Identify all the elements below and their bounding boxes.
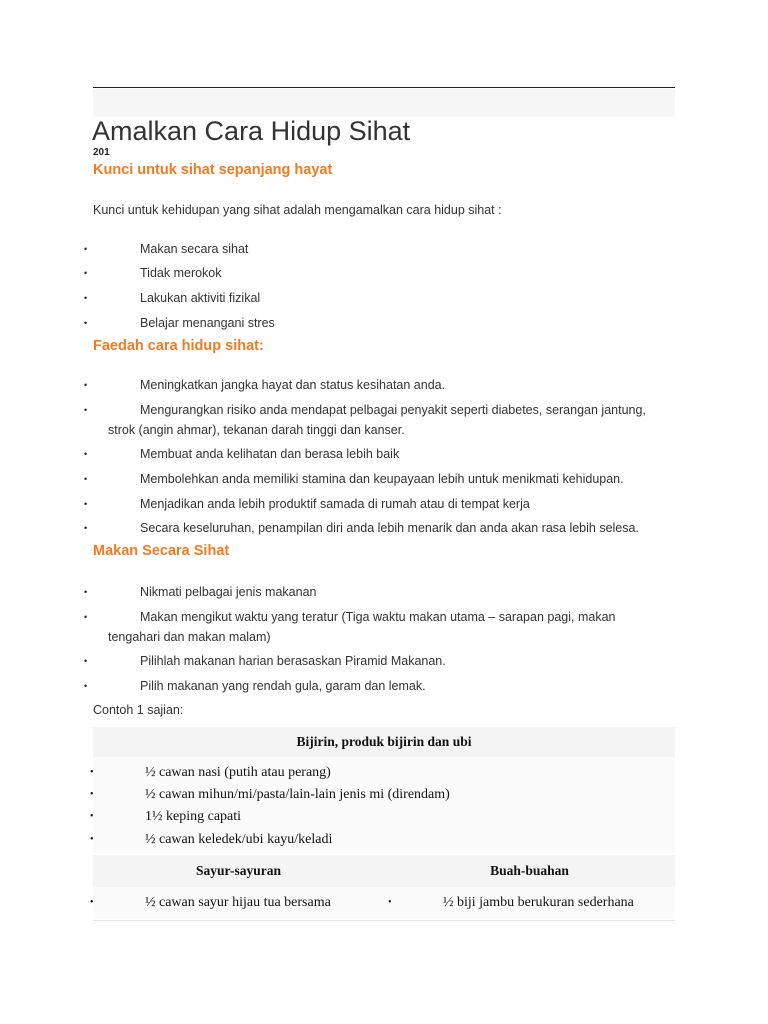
top-divider-shade	[93, 89, 675, 117]
bullet-icon: •	[90, 897, 94, 908]
table-bottom-border	[93, 920, 675, 921]
bullet-icon: •	[84, 449, 88, 459]
bullet-icon: •	[84, 499, 88, 509]
bullet-icon: •	[388, 897, 392, 908]
example-label: Contoh 1 sajian:	[93, 703, 184, 717]
table-header-sayur: Sayur-sayuran	[93, 855, 384, 887]
page-title: Amalkan Cara Hidup Sihat	[92, 116, 411, 146]
bullet-icon: •	[84, 293, 88, 303]
section-intro: Kunci untuk kehidupan yang sihat adalah mengamalkan cara hidup sihat :	[93, 203, 502, 217]
bullet-icon: •	[90, 789, 94, 800]
top-divider	[93, 87, 675, 88]
section-heading-faedah: Faedah cara hidup sihat:	[93, 338, 264, 354]
bullet-icon: •	[84, 380, 88, 390]
bullet-icon: •	[84, 474, 88, 484]
bullet-icon: •	[90, 811, 94, 822]
bullet-icon: •	[84, 244, 88, 254]
bullet-icon: •	[84, 656, 88, 666]
section-heading-makan: Makan Secara Sihat	[93, 543, 230, 559]
section-heading-kunci: Kunci untuk sihat sepanjang hayat	[93, 162, 333, 178]
bullet-icon: •	[84, 405, 88, 415]
document-page: Amalkan Cara Hidup Sihat 201 Kunci untuk sihat sepanjang hayat Kunci untuk kehidupan yang sihat adalah mengamalkan cara hidup sihat : • Makan secara sihat • Tidak merokok • Lakukan aktiviti fizikal • Belajar menangani stres Faedah cara hidup sihat: • Meningkatkan jangka hayat dan status kesihatan anda. • Mengurangkan risiko anda mendapat pelbagai penyakit seperti diabetes, serangan jantung, strok (angin ahmar), tekanan darah tinggi dan kanser. • Membuat anda kelihatan dan berasa lebih baik • Membolehkan anda memiliki stamina dan keupayaan lebih untuk menikmati kehidupan. • Menjadikan anda lebih produktif samada di rumah atau di tempat kerja • Secara keseluruhan, penampilan diri anda lebih menarik dan anda akan rasa lebih selesa. Makan Secara Sihat • Nikmati pelbagai jenis makanan • Makan mengikut waktu yang teratur (Tiga waktu makan utama – sarapan pagi, makan tengahari dan makan malam) • Pilihlah makanan harian berasaskan Piramid Makanan. • Pilih makanan yang rendah gula, garam dan lemak. Contoh 1 sajian: Bijirin, produk bijirin dan ubi • ½ cawan nasi (putih atau perang) • ½ cawan mihun/mi/pasta/lain-lain jenis mi (direndam) • 1½ keping capati • ½ cawan keledek/ubi kayu/keladi Sayur-sayuran Buah-buahan • ½ cawan sayur hijau tua bersama • ½ biji jambu berukuran sederhana	[0, 0, 768, 1024]
bullet-icon: •	[84, 612, 88, 622]
table-header-buah: Buah-buahan	[384, 855, 675, 887]
bullet-icon: •	[84, 318, 88, 328]
bullet-icon: •	[84, 268, 88, 278]
bullet-icon: •	[84, 681, 88, 691]
table-header-bijirin: Bijirin, produk bijirin dan ubi	[93, 727, 675, 757]
bullet-icon: •	[90, 767, 94, 778]
year-label: 201	[93, 147, 110, 158]
bullet-icon: •	[90, 834, 94, 845]
bullet-icon: •	[84, 523, 88, 533]
bullet-icon: •	[84, 587, 88, 597]
